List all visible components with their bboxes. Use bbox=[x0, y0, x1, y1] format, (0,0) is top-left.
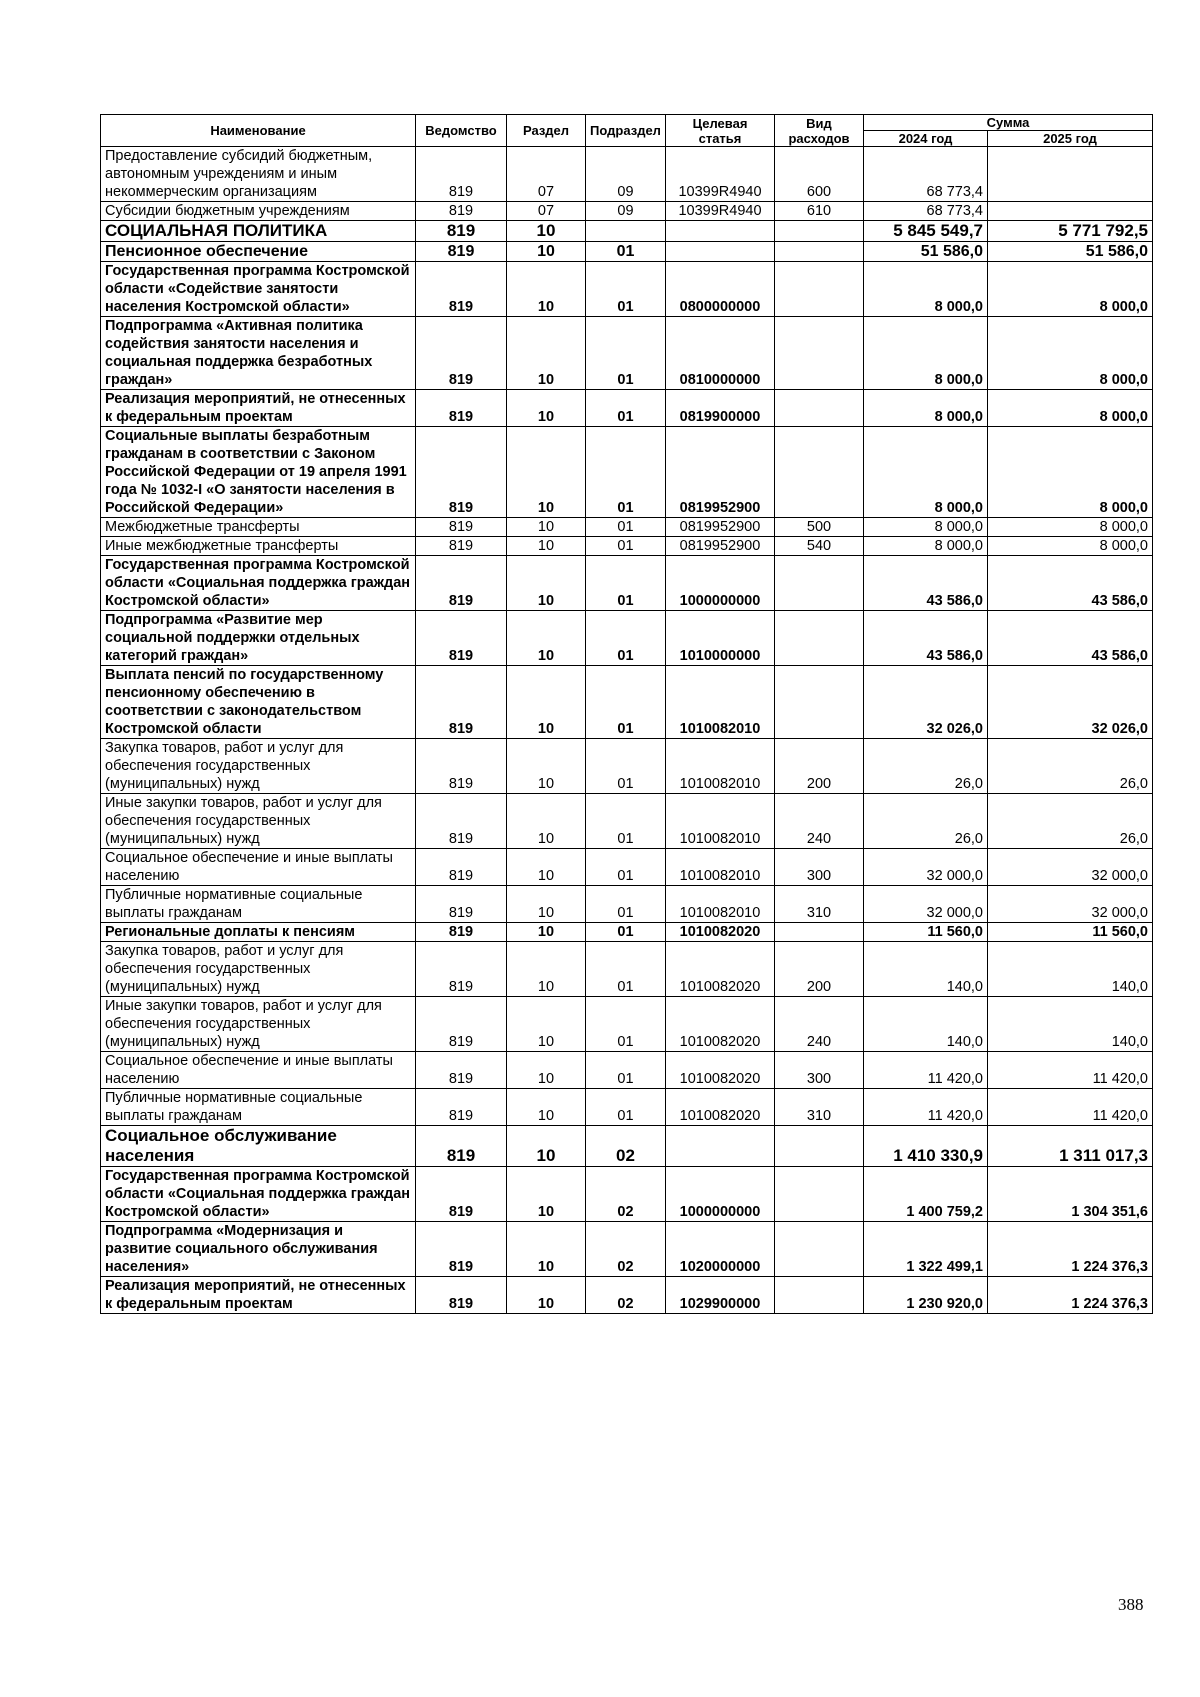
cell-podrazdel: 01 bbox=[586, 556, 666, 611]
header-podrazdel: Подраздел bbox=[586, 115, 666, 147]
cell-sum-2024: 68 773,4 bbox=[864, 202, 988, 221]
table-row bbox=[101, 242, 1153, 262]
cell-podrazdel: 01 bbox=[586, 262, 666, 317]
cell-sum-2025 bbox=[988, 147, 1153, 202]
cell-vid: 200 bbox=[775, 942, 864, 997]
cell-vid bbox=[775, 262, 864, 317]
cell-vedomstvo: 819 bbox=[416, 537, 507, 556]
cell-razdel: 10 bbox=[507, 317, 586, 390]
cell-name: Выплата пенсий по государственному пенсионному обеспечению в соответствии с законодательством Костромской области bbox=[101, 666, 416, 739]
cell-sum-2025: 8 000,0 bbox=[988, 317, 1153, 390]
cell-tselevaya: 0800000000 bbox=[666, 262, 775, 317]
cell-tselevaya: 1010082020 bbox=[666, 1089, 775, 1126]
table-row bbox=[101, 390, 1153, 427]
cell-vedomstvo: 819 bbox=[416, 1167, 507, 1222]
cell-sum-2024: 8 000,0 bbox=[864, 390, 988, 427]
cell-podrazdel: 01 bbox=[586, 518, 666, 537]
cell-vid bbox=[775, 923, 864, 942]
cell-sum-2025: 11 420,0 bbox=[988, 1089, 1153, 1126]
cell-sum-2024: 11 420,0 bbox=[864, 1052, 988, 1089]
cell-vid bbox=[775, 1277, 864, 1314]
cell-tselevaya: 1010082010 bbox=[666, 886, 775, 923]
cell-vid: 610 bbox=[775, 202, 864, 221]
cell-sum-2025: 32 000,0 bbox=[988, 886, 1153, 923]
cell-name: Государственная программа Костромской области «Содействие занятости населения Костромской области» bbox=[101, 262, 416, 317]
table-row bbox=[101, 537, 1153, 556]
cell-sum-2024: 43 586,0 bbox=[864, 556, 988, 611]
cell-name: Субсидии бюджетным учреждениям bbox=[101, 202, 416, 221]
cell-tselevaya: 0819952900 bbox=[666, 537, 775, 556]
cell-razdel: 10 bbox=[507, 942, 586, 997]
cell-name: Государственная программа Костромской области «Социальная поддержка граждан Костромской области» bbox=[101, 556, 416, 611]
cell-podrazdel: 01 bbox=[586, 997, 666, 1052]
cell-sum-2025: 1 224 376,3 bbox=[988, 1277, 1153, 1314]
cell-sum-2024: 140,0 bbox=[864, 997, 988, 1052]
cell-vid: 540 bbox=[775, 537, 864, 556]
cell-tselevaya: 10399R4940 bbox=[666, 202, 775, 221]
table-row bbox=[101, 518, 1153, 537]
cell-vedomstvo: 819 bbox=[416, 518, 507, 537]
cell-podrazdel: 01 bbox=[586, 537, 666, 556]
table-body bbox=[101, 147, 1153, 1314]
cell-tselevaya: 1010082020 bbox=[666, 923, 775, 942]
cell-sum-2024: 1 322 499,1 bbox=[864, 1222, 988, 1277]
cell-vedomstvo: 819 bbox=[416, 317, 507, 390]
cell-vedomstvo: 819 bbox=[416, 202, 507, 221]
cell-podrazdel bbox=[586, 221, 666, 242]
cell-vid bbox=[775, 317, 864, 390]
cell-tselevaya bbox=[666, 221, 775, 242]
cell-tselevaya: 1010082020 bbox=[666, 1052, 775, 1089]
cell-razdel: 10 bbox=[507, 886, 586, 923]
cell-vedomstvo: 819 bbox=[416, 666, 507, 739]
cell-name: Закупка товаров, работ и услуг для обеспечения государственных (муниципальных) нужд bbox=[101, 739, 416, 794]
header-name: Наименование bbox=[101, 115, 416, 147]
cell-sum-2024: 8 000,0 bbox=[864, 537, 988, 556]
cell-sum-2024: 26,0 bbox=[864, 739, 988, 794]
cell-razdel: 07 bbox=[507, 202, 586, 221]
cell-podrazdel: 02 bbox=[586, 1277, 666, 1314]
cell-name: Подпрограмма «Модернизация и развитие социального обслуживания населения» bbox=[101, 1222, 416, 1277]
table-row bbox=[101, 666, 1153, 739]
cell-vedomstvo: 819 bbox=[416, 147, 507, 202]
cell-tselevaya bbox=[666, 1126, 775, 1167]
table-row bbox=[101, 886, 1153, 923]
cell-podrazdel: 01 bbox=[586, 242, 666, 262]
cell-razdel: 10 bbox=[507, 1089, 586, 1126]
cell-podrazdel: 02 bbox=[586, 1222, 666, 1277]
cell-podrazdel: 02 bbox=[586, 1126, 666, 1167]
cell-name: Подпрограмма «Активная политика содействия занятости населения и социальная поддержка безработных граждан» bbox=[101, 317, 416, 390]
table-row bbox=[101, 739, 1153, 794]
cell-name: Публичные нормативные социальные выплаты гражданам bbox=[101, 1089, 416, 1126]
cell-vid: 300 bbox=[775, 849, 864, 886]
cell-vid: 310 bbox=[775, 886, 864, 923]
cell-tselevaya: 1000000000 bbox=[666, 1167, 775, 1222]
cell-vedomstvo: 819 bbox=[416, 886, 507, 923]
cell-razdel: 10 bbox=[507, 221, 586, 242]
cell-razdel: 10 bbox=[507, 849, 586, 886]
cell-vid bbox=[775, 1126, 864, 1167]
table-row bbox=[101, 1089, 1153, 1126]
cell-sum-2025 bbox=[988, 202, 1153, 221]
cell-name: Региональные доплаты к пенсиям bbox=[101, 923, 416, 942]
cell-vedomstvo: 819 bbox=[416, 221, 507, 242]
cell-vid: 200 bbox=[775, 739, 864, 794]
cell-vedomstvo: 819 bbox=[416, 390, 507, 427]
cell-name: Иные межбюджетные трансферты bbox=[101, 537, 416, 556]
cell-razdel: 10 bbox=[507, 537, 586, 556]
cell-razdel: 10 bbox=[507, 556, 586, 611]
cell-razdel: 10 bbox=[507, 427, 586, 518]
cell-sum-2025: 140,0 bbox=[988, 942, 1153, 997]
cell-name: Реализация мероприятий, не отнесенных к федеральным проектам bbox=[101, 390, 416, 427]
cell-sum-2025: 32 026,0 bbox=[988, 666, 1153, 739]
cell-tselevaya: 1010082010 bbox=[666, 739, 775, 794]
cell-razdel: 10 bbox=[507, 390, 586, 427]
cell-razdel: 10 bbox=[507, 666, 586, 739]
cell-podrazdel: 01 bbox=[586, 886, 666, 923]
cell-sum-2025: 5 771 792,5 bbox=[988, 221, 1153, 242]
cell-name: Социальное обеспечение и иные выплаты населению bbox=[101, 1052, 416, 1089]
cell-sum-2024: 8 000,0 bbox=[864, 518, 988, 537]
cell-tselevaya: 1010000000 bbox=[666, 611, 775, 666]
cell-vedomstvo: 819 bbox=[416, 1277, 507, 1314]
budget-table bbox=[100, 114, 1153, 1314]
cell-vedomstvo: 819 bbox=[416, 997, 507, 1052]
cell-vedomstvo: 819 bbox=[416, 1222, 507, 1277]
cell-name: Социальное обслуживание населения bbox=[101, 1126, 416, 1167]
cell-sum-2024: 8 000,0 bbox=[864, 317, 988, 390]
table-row bbox=[101, 1222, 1153, 1277]
cell-vid bbox=[775, 242, 864, 262]
cell-sum-2025: 8 000,0 bbox=[988, 537, 1153, 556]
cell-vid bbox=[775, 611, 864, 666]
cell-sum-2025: 1 311 017,3 bbox=[988, 1126, 1153, 1167]
cell-razdel: 10 bbox=[507, 1052, 586, 1089]
cell-sum-2025: 8 000,0 bbox=[988, 427, 1153, 518]
table-row bbox=[101, 1126, 1153, 1167]
header-year-2025: 2025 год bbox=[988, 131, 1153, 147]
cell-tselevaya: 1010082010 bbox=[666, 666, 775, 739]
table-row bbox=[101, 221, 1153, 242]
cell-vedomstvo: 819 bbox=[416, 427, 507, 518]
cell-tselevaya: 1010082020 bbox=[666, 942, 775, 997]
cell-sum-2025: 8 000,0 bbox=[988, 262, 1153, 317]
table-row bbox=[101, 997, 1153, 1052]
cell-podrazdel: 01 bbox=[586, 923, 666, 942]
table-row bbox=[101, 1277, 1153, 1314]
cell-sum-2025: 11 560,0 bbox=[988, 923, 1153, 942]
cell-podrazdel: 01 bbox=[586, 794, 666, 849]
cell-sum-2024: 1 230 920,0 bbox=[864, 1277, 988, 1314]
cell-vedomstvo: 819 bbox=[416, 849, 507, 886]
cell-vedomstvo: 819 bbox=[416, 1052, 507, 1089]
cell-sum-2025: 1 224 376,3 bbox=[988, 1222, 1153, 1277]
cell-tselevaya bbox=[666, 242, 775, 262]
cell-razdel: 10 bbox=[507, 1167, 586, 1222]
header-tselevaya: Целевая статья bbox=[666, 115, 775, 147]
cell-razdel: 10 bbox=[507, 1277, 586, 1314]
cell-name: Реализация мероприятий, не отнесенных к федеральным проектам bbox=[101, 1277, 416, 1314]
cell-sum-2024: 32 000,0 bbox=[864, 849, 988, 886]
cell-vedomstvo: 819 bbox=[416, 942, 507, 997]
cell-tselevaya: 1010082020 bbox=[666, 997, 775, 1052]
cell-vid: 300 bbox=[775, 1052, 864, 1089]
cell-sum-2025: 43 586,0 bbox=[988, 611, 1153, 666]
cell-name: Социальные выплаты безработным гражданам в соответствии с Законом Российской Федерации от 19 апреля 1991 года № 1032-I «О занятости населения в Российской Федерации» bbox=[101, 427, 416, 518]
cell-podrazdel: 01 bbox=[586, 849, 666, 886]
cell-name: СОЦИАЛЬНАЯ ПОЛИТИКА bbox=[101, 221, 416, 242]
table-row bbox=[101, 1052, 1153, 1089]
cell-vid: 310 bbox=[775, 1089, 864, 1126]
cell-sum-2024: 32 026,0 bbox=[864, 666, 988, 739]
cell-razdel: 10 bbox=[507, 518, 586, 537]
table-row bbox=[101, 849, 1153, 886]
cell-sum-2024: 11 420,0 bbox=[864, 1089, 988, 1126]
cell-vid bbox=[775, 427, 864, 518]
cell-sum-2024: 32 000,0 bbox=[864, 886, 988, 923]
cell-tselevaya: 1029900000 bbox=[666, 1277, 775, 1314]
cell-name: Закупка товаров, работ и услуг для обеспечения государственных (муниципальных) нужд bbox=[101, 942, 416, 997]
cell-tselevaya: 1000000000 bbox=[666, 556, 775, 611]
cell-name: Публичные нормативные социальные выплаты гражданам bbox=[101, 886, 416, 923]
budget-sheet bbox=[100, 114, 1152, 1314]
cell-sum-2025: 51 586,0 bbox=[988, 242, 1153, 262]
cell-sum-2024: 1 410 330,9 bbox=[864, 1126, 988, 1167]
cell-sum-2025: 140,0 bbox=[988, 997, 1153, 1052]
cell-vid bbox=[775, 221, 864, 242]
cell-razdel: 10 bbox=[507, 1126, 586, 1167]
page-number: 388 bbox=[1118, 1595, 1144, 1614]
table-row bbox=[101, 147, 1153, 202]
cell-razdel: 07 bbox=[507, 147, 586, 202]
cell-podrazdel: 01 bbox=[586, 390, 666, 427]
cell-tselevaya: 1010082010 bbox=[666, 849, 775, 886]
table-row bbox=[101, 317, 1153, 390]
cell-sum-2025: 8 000,0 bbox=[988, 518, 1153, 537]
cell-razdel: 10 bbox=[507, 923, 586, 942]
cell-vid: 240 bbox=[775, 997, 864, 1052]
table-row bbox=[101, 1167, 1153, 1222]
cell-sum-2025: 11 420,0 bbox=[988, 1052, 1153, 1089]
cell-vid: 500 bbox=[775, 518, 864, 537]
cell-sum-2024: 8 000,0 bbox=[864, 427, 988, 518]
cell-tselevaya: 10399R4940 bbox=[666, 147, 775, 202]
cell-sum-2024: 140,0 bbox=[864, 942, 988, 997]
cell-tselevaya: 1010082010 bbox=[666, 794, 775, 849]
cell-vedomstvo: 819 bbox=[416, 262, 507, 317]
cell-podrazdel: 02 bbox=[586, 1167, 666, 1222]
table-row bbox=[101, 611, 1153, 666]
cell-name: Государственная программа Костромской области «Социальная поддержка граждан Костромской области» bbox=[101, 1167, 416, 1222]
cell-podrazdel: 01 bbox=[586, 1089, 666, 1126]
cell-tselevaya: 1020000000 bbox=[666, 1222, 775, 1277]
cell-podrazdel: 01 bbox=[586, 666, 666, 739]
cell-razdel: 10 bbox=[507, 262, 586, 317]
cell-razdel: 10 bbox=[507, 242, 586, 262]
cell-razdel: 10 bbox=[507, 739, 586, 794]
cell-sum-2024: 26,0 bbox=[864, 794, 988, 849]
cell-name: Социальное обеспечение и иные выплаты населению bbox=[101, 849, 416, 886]
cell-vedomstvo: 819 bbox=[416, 242, 507, 262]
cell-sum-2025: 43 586,0 bbox=[988, 556, 1153, 611]
cell-podrazdel: 09 bbox=[586, 147, 666, 202]
table-row bbox=[101, 556, 1153, 611]
cell-vid bbox=[775, 1167, 864, 1222]
cell-vid: 240 bbox=[775, 794, 864, 849]
cell-sum-2024: 8 000,0 bbox=[864, 262, 988, 317]
cell-tselevaya: 0819952900 bbox=[666, 427, 775, 518]
cell-sum-2024: 68 773,4 bbox=[864, 147, 988, 202]
table-row bbox=[101, 942, 1153, 997]
cell-vedomstvo: 819 bbox=[416, 1126, 507, 1167]
cell-vid bbox=[775, 1222, 864, 1277]
cell-podrazdel: 01 bbox=[586, 1052, 666, 1089]
header-vedomstvo: Ведомство bbox=[416, 115, 507, 147]
cell-sum-2025: 8 000,0 bbox=[988, 390, 1153, 427]
table-row bbox=[101, 202, 1153, 221]
cell-tselevaya: 0819900000 bbox=[666, 390, 775, 427]
cell-name: Иные закупки товаров, работ и услуг для обеспечения государственных (муниципальных) нужд bbox=[101, 997, 416, 1052]
cell-podrazdel: 01 bbox=[586, 427, 666, 518]
cell-sum-2025: 26,0 bbox=[988, 794, 1153, 849]
table-row bbox=[101, 427, 1153, 518]
header-vid: Вид расходов bbox=[775, 115, 864, 147]
cell-sum-2025: 1 304 351,6 bbox=[988, 1167, 1153, 1222]
cell-razdel: 10 bbox=[507, 1222, 586, 1277]
cell-vedomstvo: 819 bbox=[416, 556, 507, 611]
cell-podrazdel: 01 bbox=[586, 611, 666, 666]
cell-vedomstvo: 819 bbox=[416, 1089, 507, 1126]
cell-tselevaya: 0810000000 bbox=[666, 317, 775, 390]
cell-tselevaya: 0819952900 bbox=[666, 518, 775, 537]
cell-vid bbox=[775, 556, 864, 611]
cell-name: Подпрограмма «Развитие мер социальной поддержки отдельных категорий граждан» bbox=[101, 611, 416, 666]
header-year-2024: 2024 год bbox=[864, 131, 988, 147]
cell-sum-2025: 26,0 bbox=[988, 739, 1153, 794]
cell-vid bbox=[775, 666, 864, 739]
cell-name: Предоставление субсидий бюджетным, автономным учреждениям и иным некоммерческим организациям bbox=[101, 147, 416, 202]
cell-razdel: 10 bbox=[507, 794, 586, 849]
cell-name: Пенсионное обеспечение bbox=[101, 242, 416, 262]
cell-razdel: 10 bbox=[507, 997, 586, 1052]
cell-name: Межбюджетные трансферты bbox=[101, 518, 416, 537]
table-row bbox=[101, 794, 1153, 849]
cell-podrazdel: 09 bbox=[586, 202, 666, 221]
cell-podrazdel: 01 bbox=[586, 739, 666, 794]
cell-vedomstvo: 819 bbox=[416, 739, 507, 794]
cell-vedomstvo: 819 bbox=[416, 794, 507, 849]
cell-sum-2024: 43 586,0 bbox=[864, 611, 988, 666]
header-summa: Сумма bbox=[864, 115, 1153, 131]
cell-sum-2024: 11 560,0 bbox=[864, 923, 988, 942]
header-razdel: Раздел bbox=[507, 115, 586, 147]
cell-vedomstvo: 819 bbox=[416, 923, 507, 942]
cell-vid bbox=[775, 390, 864, 427]
cell-sum-2025: 32 000,0 bbox=[988, 849, 1153, 886]
table-row bbox=[101, 262, 1153, 317]
cell-vid: 600 bbox=[775, 147, 864, 202]
cell-podrazdel: 01 bbox=[586, 942, 666, 997]
cell-sum-2024: 1 400 759,2 bbox=[864, 1167, 988, 1222]
table-row bbox=[101, 923, 1153, 942]
cell-razdel: 10 bbox=[507, 611, 586, 666]
cell-vedomstvo: 819 bbox=[416, 611, 507, 666]
cell-podrazdel: 01 bbox=[586, 317, 666, 390]
cell-sum-2024: 51 586,0 bbox=[864, 242, 988, 262]
cell-sum-2024: 5 845 549,7 bbox=[864, 221, 988, 242]
cell-name: Иные закупки товаров, работ и услуг для обеспечения государственных (муниципальных) нужд bbox=[101, 794, 416, 849]
